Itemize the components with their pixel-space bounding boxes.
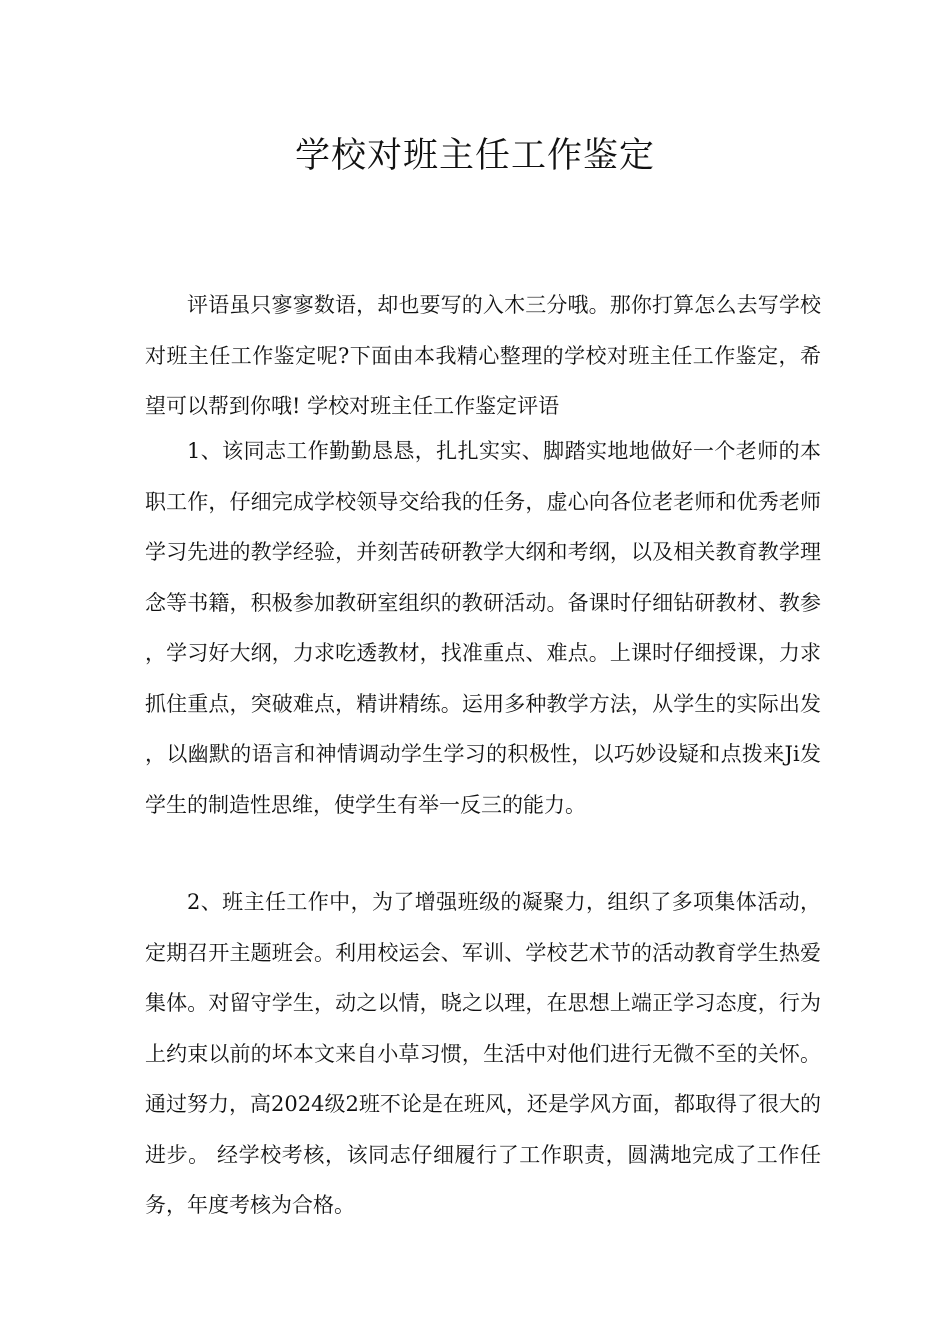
paragraph-1-block (145, 426, 821, 830)
paragraph-2: 2、班主任工作中，为了增强班级的凝聚力，组织了多项集体活动，定期召开主题班会。利用校运会、军训、学校艺术节的活动教育学生热爱集体。对留守学生，动之以情，晓之以理，在思想上端正学习态度，行为上约束以前的坏本文来自小草习惯，生活中对他们进行无微不至的关怀。通过努力，高2024级2班不论是在班风，还是学风方面，都取得了很大的进步。 经学校考核，该同志仔细履行了工作职责，圆满地完成了工作任务，年度考核为合格。 (145, 890, 821, 1217)
document-title: 学校对班主任工作鉴定 (294, 136, 655, 176)
paragraph-2-block (145, 877, 821, 1231)
paragraph-intro-block (145, 280, 821, 432)
paragraph-intro: 评语虽只寥寥数语，却也要写的入木三分哦。那你打算怎么去写学校对班主任工作鉴定呢?下面由本我精心整理的学校对班主任工作鉴定，希望可以帮到你哦! 学校对班主任工作鉴定评语 (145, 293, 821, 418)
paragraph-1: 1、该同志工作勤勤恳恳，扎扎实实、脚踏实地地做好一个老师的本职工作，仔细完成学校领导交给我的任务，虚心向各位老老师和优秀老师学习先进的教学经验，并刻苦砖研教学大纲和考纲，以及相关教育教学理念等书籍，积极参加教研室组织的教研活动。备课时仔细钻研教材、教参，学习好大纲，力求吃透教材，找准重点、难点。上课时仔细授课，力求抓住重点，突破难点，精讲精练。运用多种教学方法，从学生的实际出发，以幽默的语言和神情调动学生学习的积极性，以巧妙设疑和点拨来Ji发学生的制造性思维，使学生有举一反三的能力。 (145, 439, 821, 817)
